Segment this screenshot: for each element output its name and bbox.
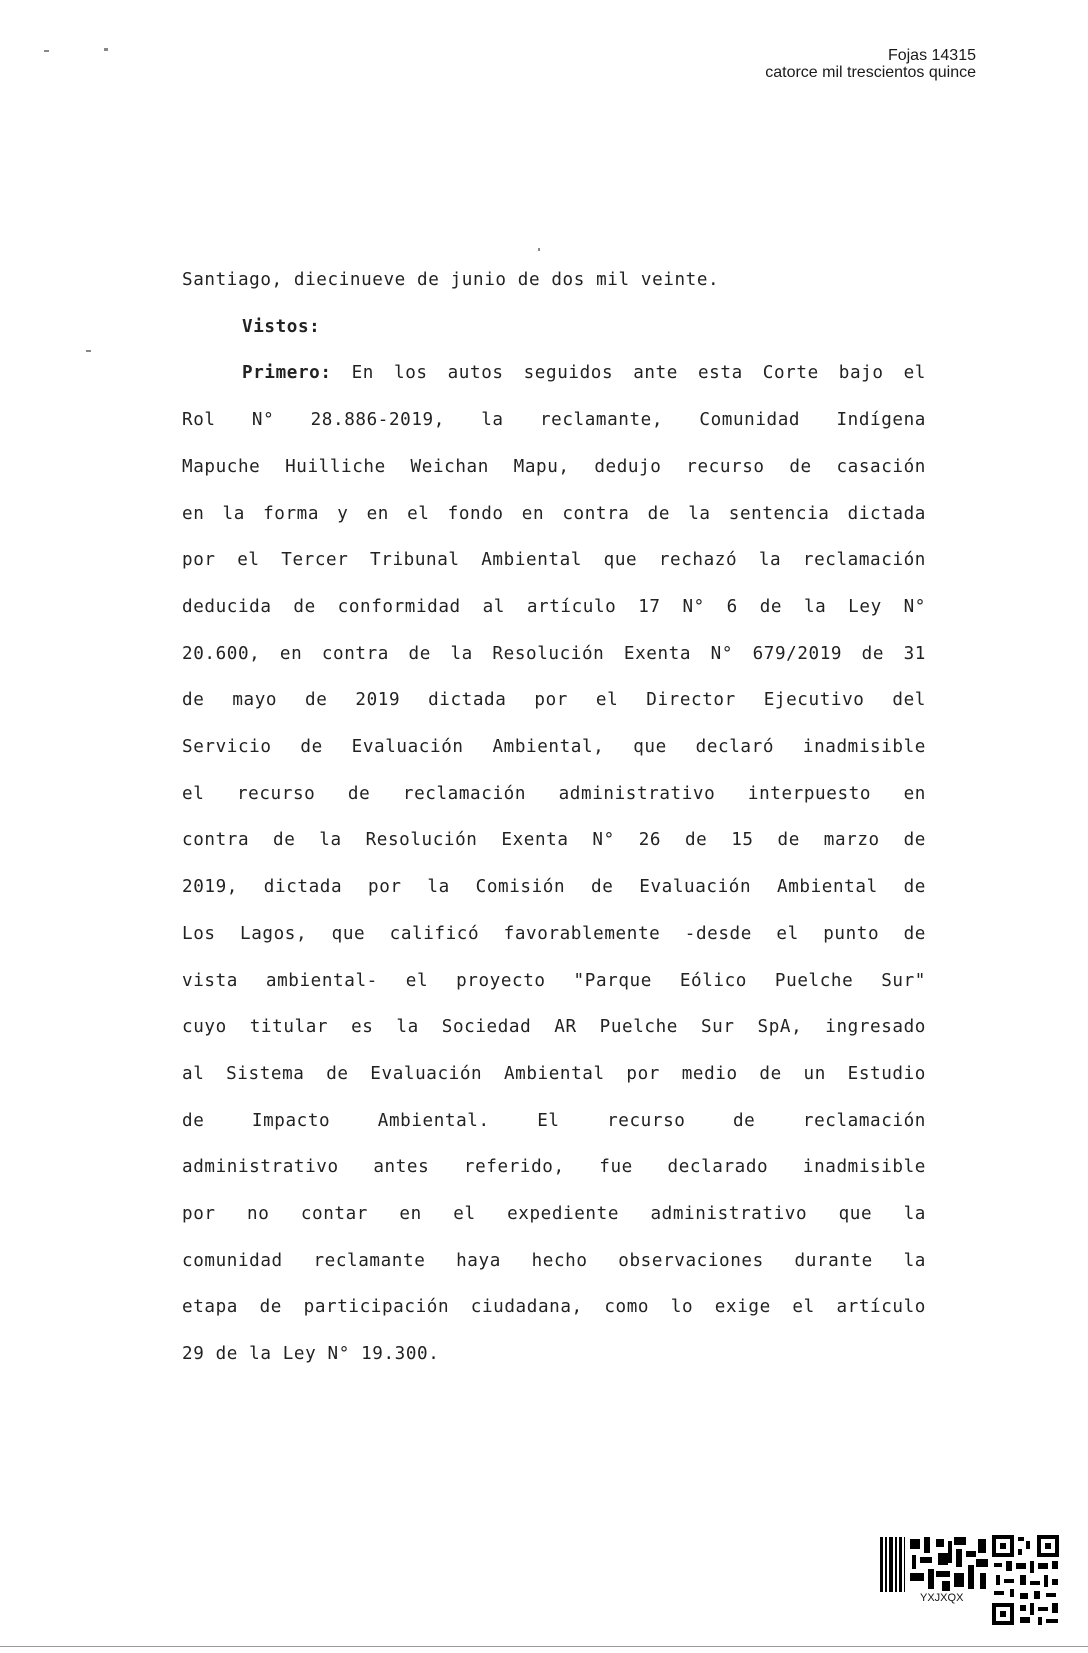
paragraph-line: Mapuche Huilliche Weichan Mapu, dedujo recurso de casación (182, 456, 926, 477)
paragraph-line (182, 350, 926, 397)
paragraph-line: por el Tercer Tribunal Ambiental que rechazó la reclamación (182, 550, 926, 571)
foja-words: catorce mil trescientos quince (765, 64, 976, 81)
paragraph-line: de mayo de 2019 dictada por el Director Ejecutivo del (182, 690, 926, 711)
dense-pattern (910, 1537, 988, 1591)
page-edge-line (0, 1646, 1088, 1647)
paragraph-line: contra de la Resolución Exenta N° 26 de 15 de marzo de (182, 830, 926, 851)
foja-number: Fojas 14315 (887, 47, 976, 64)
scan-speck (538, 248, 540, 251)
scan-speck (104, 48, 108, 51)
primero-heading: Primero: (242, 363, 332, 384)
scan-speck (86, 350, 91, 352)
document-body (182, 257, 926, 1378)
paragraph-line: administrativo antes referido, fue declarado inadmisible (182, 1157, 926, 1178)
foja-stamp (765, 47, 976, 81)
paragraph-line: al Sistema de Evaluación Ambiental por medio de un Estudio (182, 1063, 926, 1084)
paragraph-line: Rol N° 28.886-2019, la reclamante, Comunidad Indígena (182, 410, 926, 431)
paragraph-line: vista ambiental- el proyecto "Parque Eólico Puelche Sur" (182, 970, 926, 991)
paragraph-line-text: En los autos seguidos ante esta Corte bajo el (331, 363, 926, 384)
paragraph-line: 20.600, en contra de la Resolución Exenta N° 679/2019 de 31 (182, 643, 926, 664)
paragraph-line: deducida de conformidad al artículo 17 N° 6 de la Ley N° (182, 596, 926, 617)
paragraph-line: el recurso de reclamación administrativo interpuesto en (182, 783, 926, 804)
scan-speck (44, 50, 49, 52)
date-line: Santiago, diecinueve de junio de dos mil veinte. (182, 270, 720, 290)
barcode-code: YXJXQX (920, 1592, 964, 1604)
paragraph-line: comunidad reclamante haya hecho observaciones durante la (182, 1250, 926, 1271)
paragraph-line: de Impacto Ambiental. El recurso de reclamación (182, 1110, 926, 1131)
paragraph-line: Los Lagos, que calificó favorablemente -desde el punto de (182, 923, 926, 944)
vistos-heading: Vistos: (242, 316, 321, 337)
paragraph-line: por no contar en el expediente administrativo que la (182, 1204, 926, 1225)
barcode-qr-icon (880, 1535, 1061, 1627)
qr-code (992, 1535, 1059, 1625)
paragraph-line: cuyo titular es la Sociedad AR Puelche Sur SpA, ingresado (182, 1017, 926, 1038)
paragraph-line: 2019, dictada por la Comisión de Evaluación Ambiental de (182, 877, 926, 898)
paragraph-line: en la forma y en el fondo en contra de la sentencia dictada (182, 503, 926, 524)
paragraph-line: etapa de participación ciudadana, como lo exige el artículo (182, 1297, 926, 1318)
paragraph-line: Servicio de Evaluación Ambiental, que declaró inadmisible (182, 737, 926, 758)
linear-barcode (880, 1537, 905, 1592)
paragraph-line: 29 de la Ley N° 19.300. (182, 1344, 440, 1365)
